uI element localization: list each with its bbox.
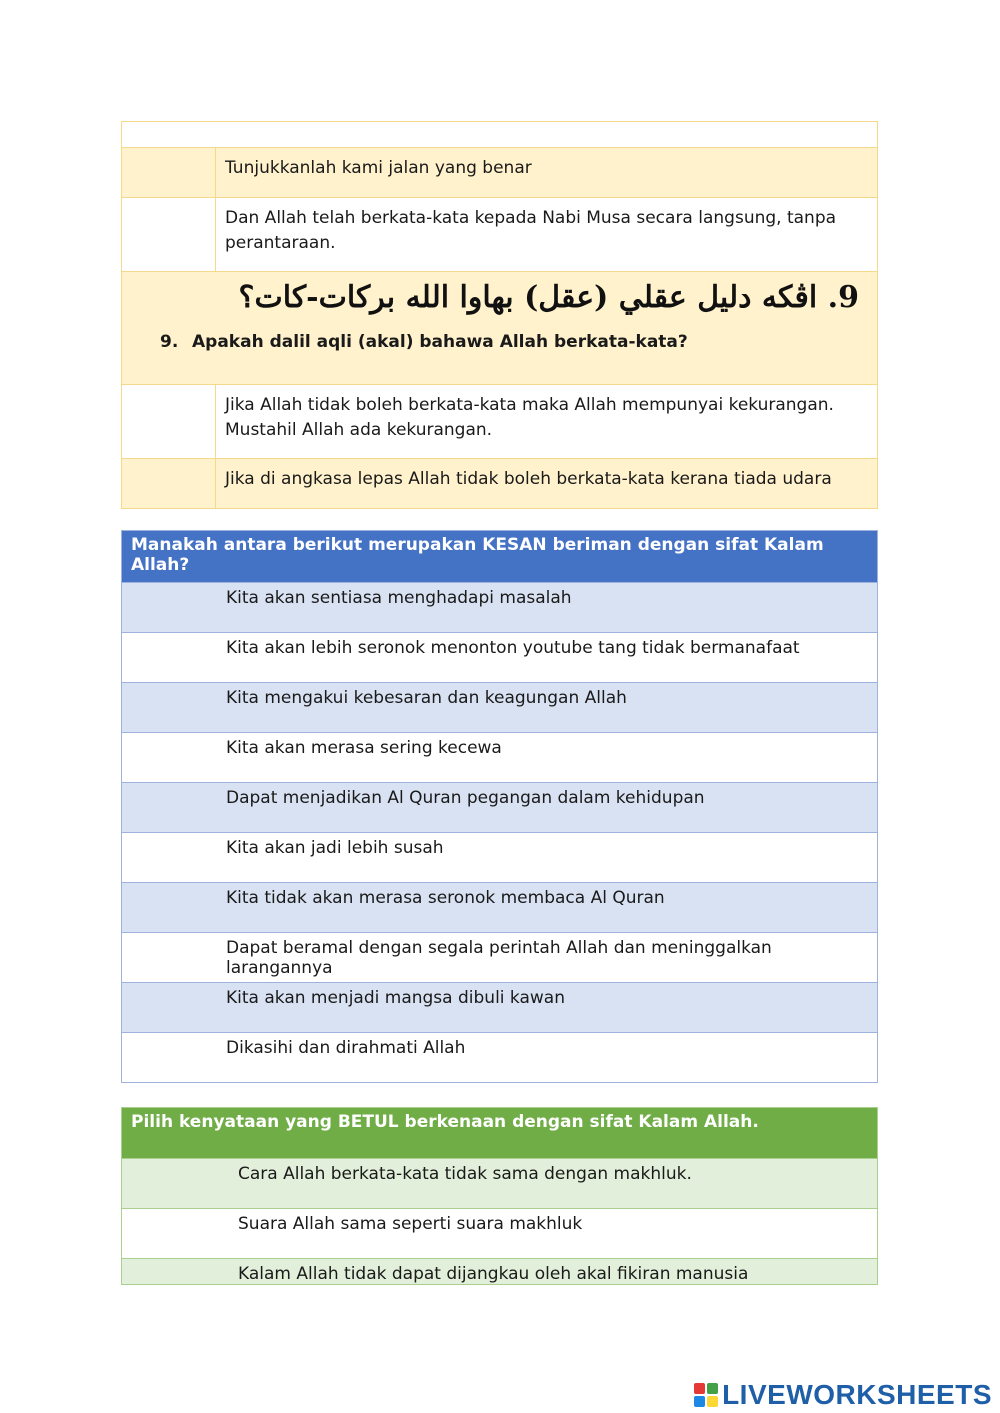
question-text: Apakah dalil aqli (akal) bahawa Allah berkata-kata? [192, 332, 688, 352]
question-arabic: 9. اڤكه دليل عقلي (عقل) بهاوا الله بركات-كات؟ [238, 280, 859, 315]
answer-slot[interactable] [122, 148, 216, 197]
option-row[interactable]: Suara Allah sama seperti suara makhluk [122, 1208, 877, 1258]
table-row[interactable] [122, 147, 877, 197]
option-text: Jika di angkasa lepas Allah tidak boleh berkata-kata kerana tiada udara [225, 469, 832, 489]
option-row[interactable]: Kita mengakui kebesaran dan keagungan Allah [122, 682, 877, 732]
option-row[interactable]: Kita akan menjadi mangsa dibuli kawan [122, 982, 877, 1032]
option-row[interactable]: Kita akan merasa sering kecewa [122, 732, 877, 782]
option-text: Dan Allah telah berkata-kata kepada Nabi Musa secara langsung, tanpa perantaraan. [225, 208, 837, 253]
table-row[interactable] [122, 197, 877, 271]
question-header: Pilih kenyataan yang BETUL berkenaan dengan sifat Kalam Allah. [122, 1108, 877, 1158]
liveworksheets-logo[interactable] [694, 1379, 992, 1411]
option-text: Jika Allah tidak boleh berkata-kata maka Allah mempunyai kekurangan. Mustahil Allah ada kekurangan. [225, 395, 834, 440]
quiz-table-kesan [121, 530, 878, 1083]
logo-icon [694, 1383, 718, 1407]
question-text-row [160, 332, 688, 352]
table-row[interactable] [122, 384, 877, 458]
option-text: Tunjukkanlah kami jalan yang benar [225, 158, 532, 178]
quiz-table-betul [121, 1107, 878, 1285]
logo-square-blue [694, 1396, 705, 1407]
option-row[interactable]: Kalam Allah tidak dapat dijangkau oleh akal fikiran manusia [122, 1258, 877, 1284]
option-row[interactable]: Kita akan lebih seronok menonton youtube tang tidak bermanafaat [122, 632, 877, 682]
option-row[interactable]: Dapat beramal dengan segala perintah Allah dan meninggalkan larangannya [122, 932, 877, 982]
option-row[interactable]: Kita tidak akan merasa seronok membaca Al Quran [122, 882, 877, 932]
table-row-blank [122, 122, 877, 147]
quiz-table-kalam-examples [121, 121, 878, 509]
logo-square-green [707, 1383, 718, 1394]
option-row[interactable]: Cara Allah berkata-kata tidak sama dengan makhluk. [122, 1158, 877, 1208]
question-header [122, 271, 877, 384]
answer-slot[interactable] [122, 459, 216, 508]
answer-slot[interactable] [122, 198, 216, 271]
option-row[interactable]: Dapat menjadikan Al Quran pegangan dalam kehidupan [122, 782, 877, 832]
logo-square-red [694, 1383, 705, 1394]
logo-text: LIVEWORKSHEETS [722, 1379, 992, 1410]
question-number: 9. [160, 332, 179, 352]
question-header: Manakah antara berikut merupakan KESAN beriman dengan sifat Kalam Allah? [122, 531, 877, 582]
option-row[interactable]: Kita akan jadi lebih susah [122, 832, 877, 882]
option-row[interactable]: Dikasihi dan dirahmati Allah [122, 1032, 877, 1082]
table-row[interactable] [122, 458, 877, 508]
answer-slot[interactable] [122, 385, 216, 458]
option-row[interactable]: Kita akan sentiasa menghadapi masalah [122, 582, 877, 632]
logo-square-yellow [707, 1396, 718, 1407]
